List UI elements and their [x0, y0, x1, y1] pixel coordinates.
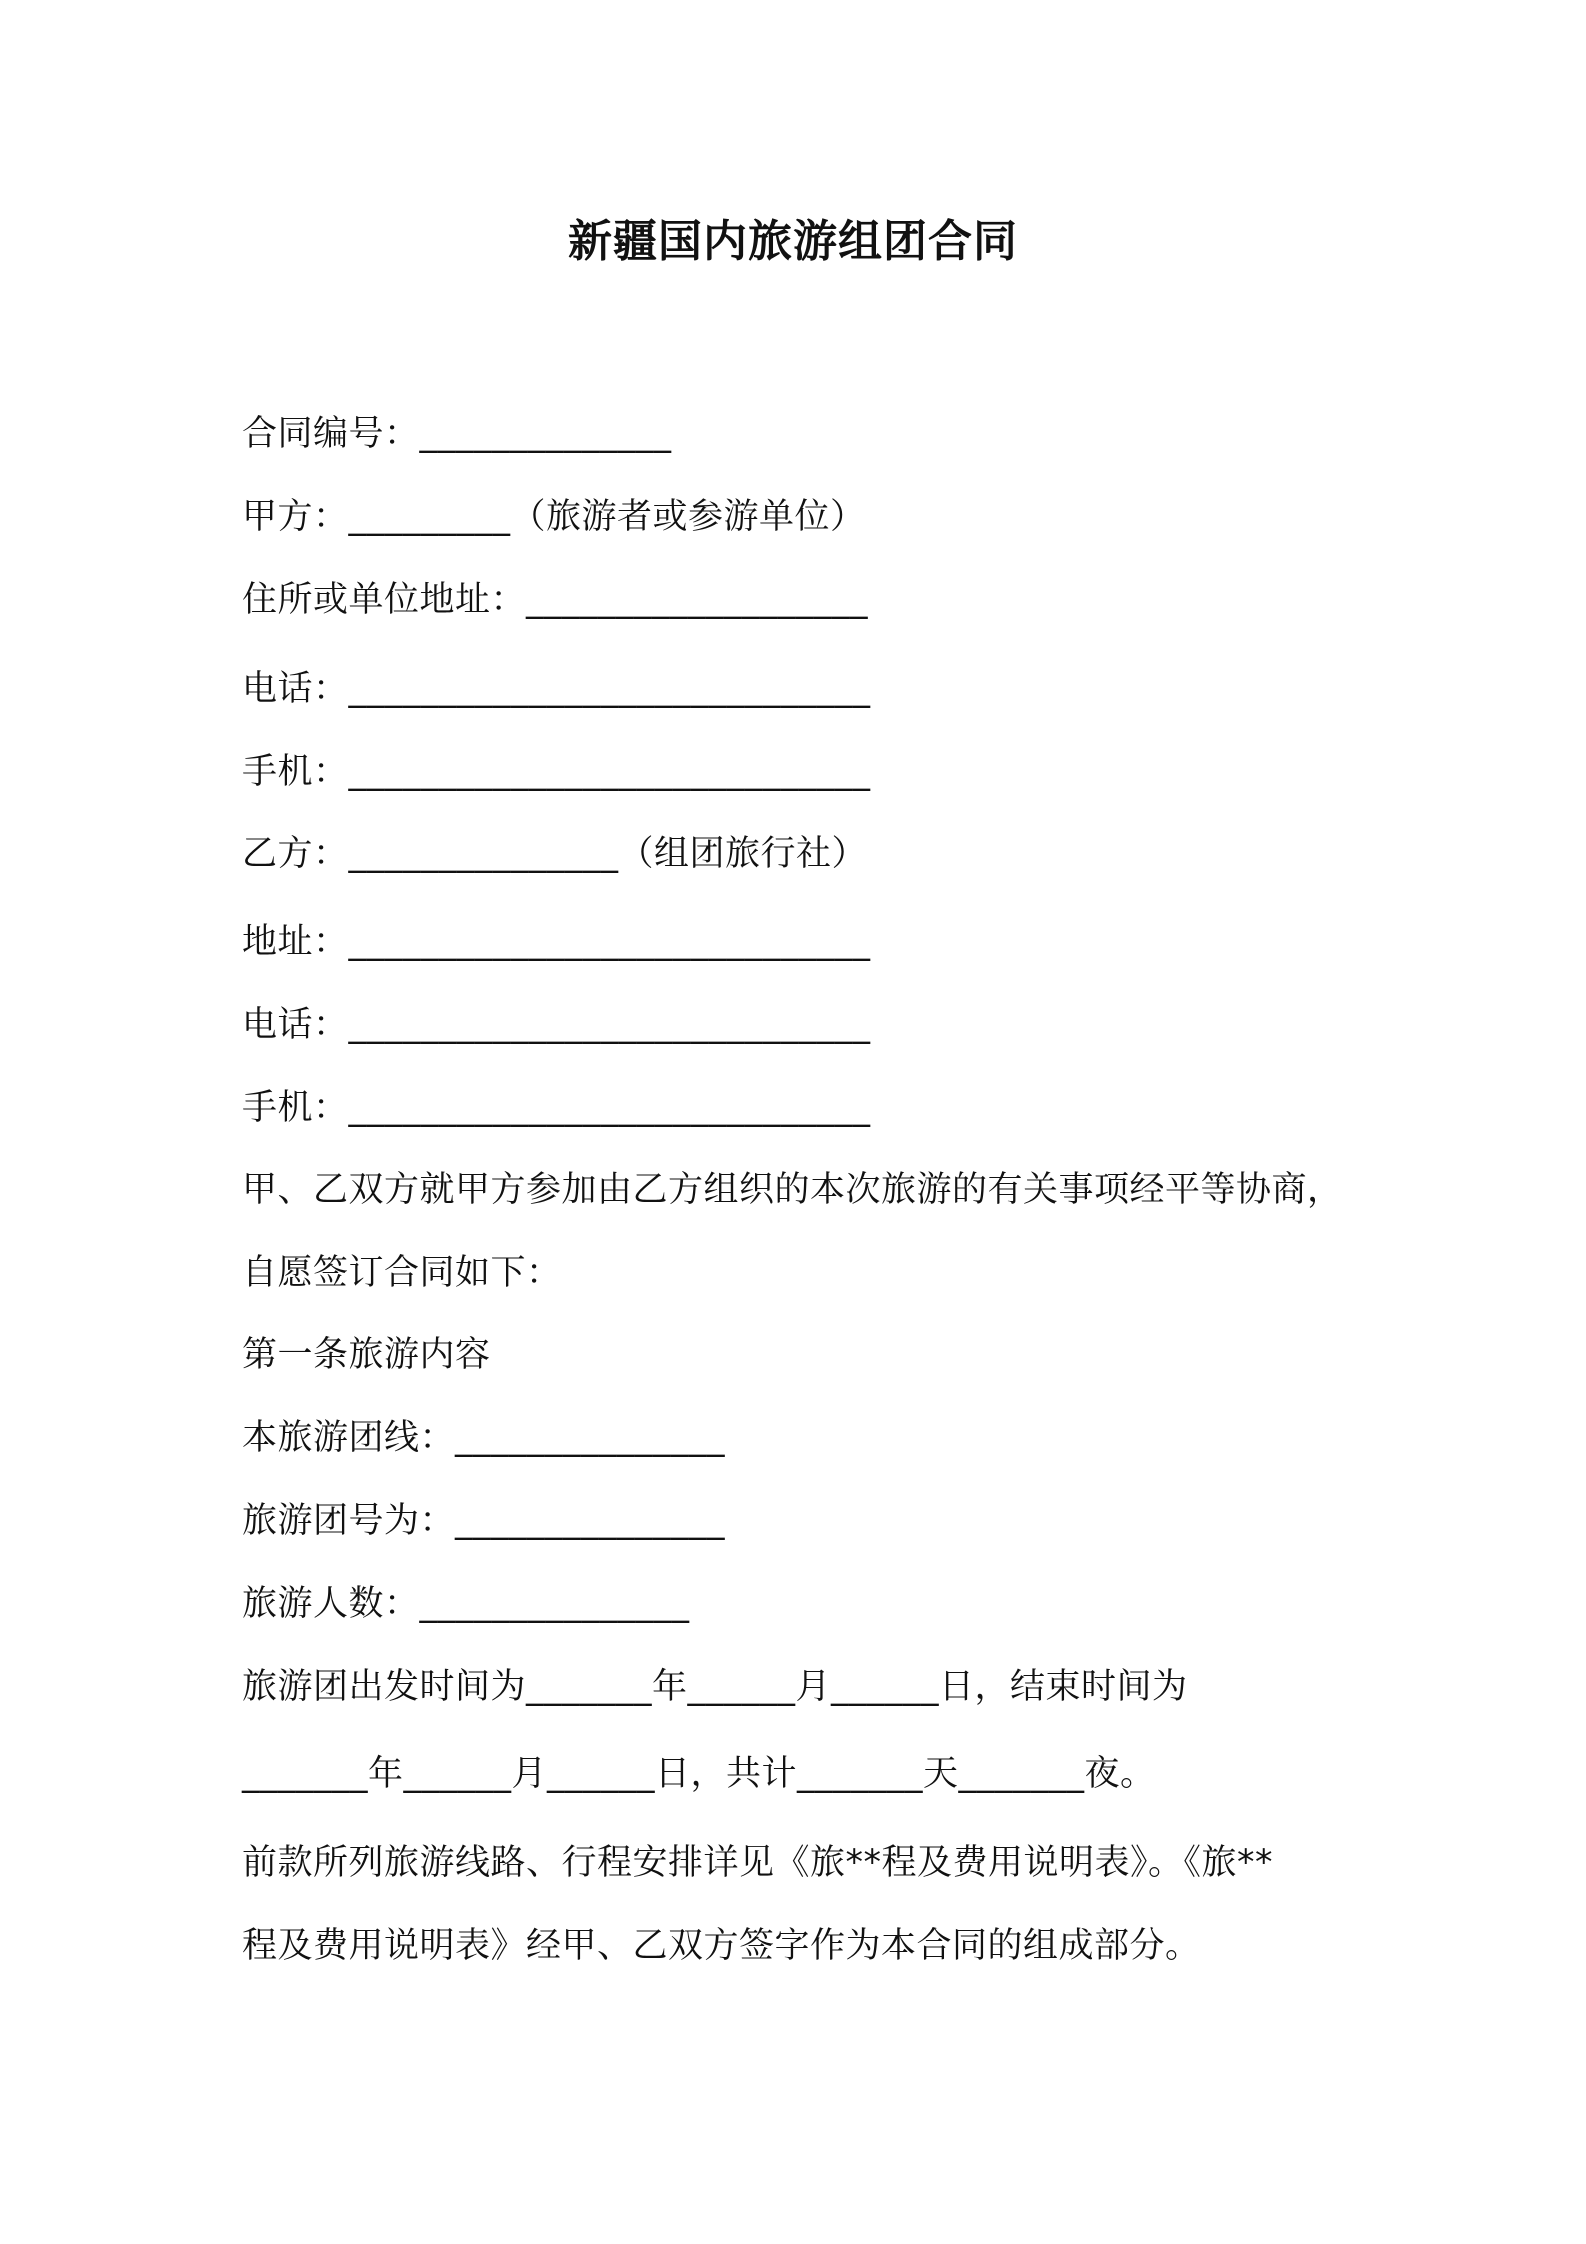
article-one-heading: 第一条旅游内容	[242, 1335, 491, 1375]
itinerary-reference-continued-line: 程及费用说明表》经甲、乙双方签字作为本合同的组成部分。	[242, 1926, 1201, 1966]
party-a-mobile-line: 手机：_____________________________	[242, 752, 871, 792]
party-a-address-line: 住所或单位地址：___________________	[242, 580, 869, 620]
party-b-address-line: 地址：_____________________________	[242, 922, 871, 962]
tour-route-line: 本旅游团线：_______________	[242, 1418, 726, 1458]
contract-number-line: 合同编号：______________	[242, 414, 672, 454]
end-time-line: _______年______月______日，共计_______天_______夜。	[242, 1754, 1156, 1794]
tour-size-line: 旅游人数：_______________	[242, 1584, 690, 1624]
party-b-phone-line: 电话：_____________________________	[242, 1005, 871, 1045]
tour-group-number-line: 旅游团号为：_______________	[242, 1501, 726, 1541]
party-b-line: 乙方：_______________（组团旅行社）	[242, 834, 868, 874]
itinerary-reference-line: 前款所列旅游线路、行程安排详见《旅**程及费用说明表》。《旅**	[242, 1843, 1274, 1883]
departure-time-line: 旅游团出发时间为_______年______月______日，结束时间为	[242, 1667, 1188, 1707]
party-a-line: 甲方：_________（旅游者或参游单位）	[242, 497, 866, 537]
agreement-intro-line: 甲、乙双方就甲方参加由乙方组织的本次旅游的有关事项经平等协商，	[242, 1170, 1343, 1210]
document-title: 新疆国内旅游组团合同	[568, 216, 1018, 267]
party-b-mobile-line: 手机：_____________________________	[242, 1088, 871, 1128]
agreement-intro-continued-line: 自愿签订合同如下：	[242, 1253, 562, 1293]
party-a-phone-line: 电话：_____________________________	[242, 669, 871, 709]
